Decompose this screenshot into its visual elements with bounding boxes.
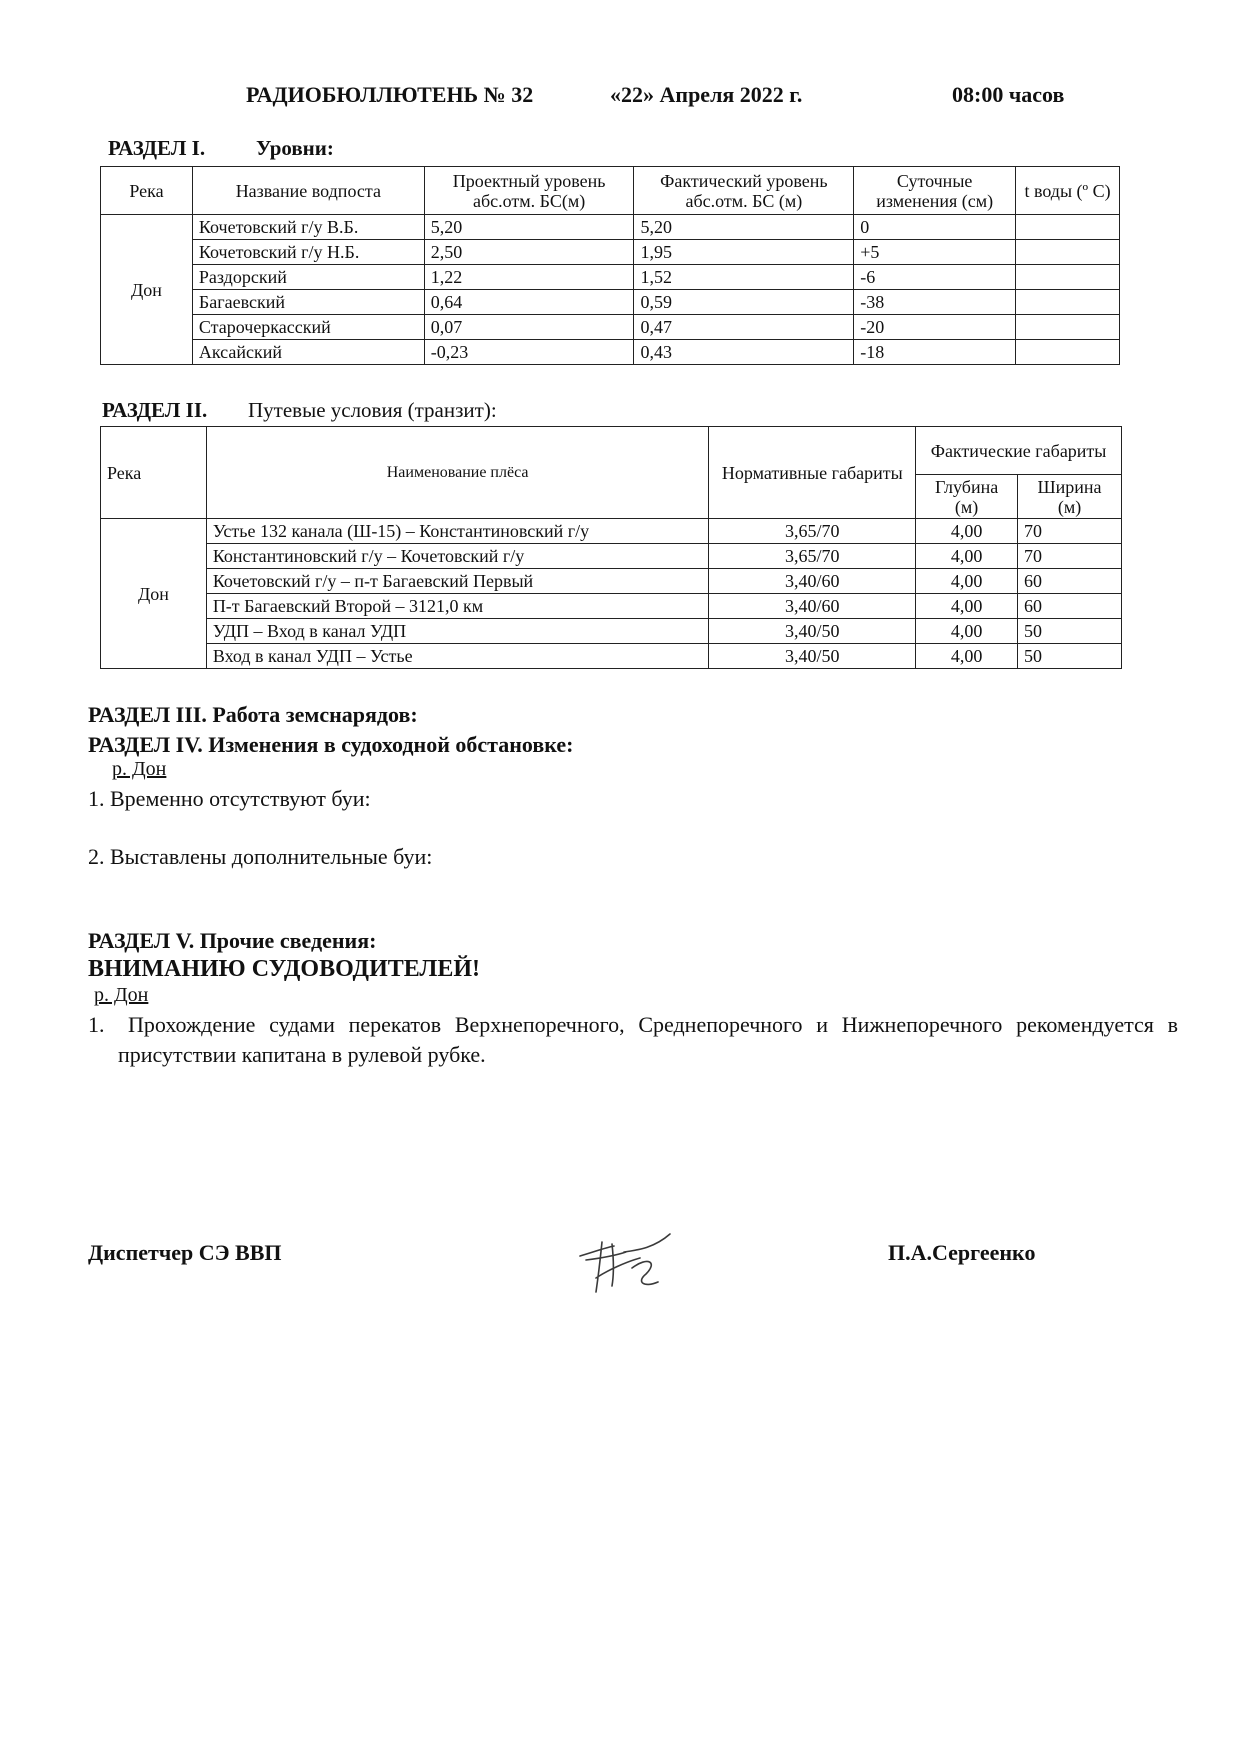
level-temp (1016, 290, 1120, 315)
level-design: 5,20 (424, 215, 634, 240)
section5-title: РАЗДЕЛ V. Прочие сведения: (88, 928, 377, 953)
transit-width: 70 (1018, 519, 1122, 544)
transit-header-width: Ширина (м) (1018, 475, 1122, 519)
transit-table (100, 426, 1122, 669)
transit-width: 50 (1018, 619, 1122, 644)
bulletin-time: 08:00 часов (952, 82, 1065, 107)
level-design: 0,64 (424, 290, 634, 315)
levels-header-row (101, 167, 1120, 215)
levels-header-design: Проектный уровень абс.отм. БС(м) (424, 167, 634, 215)
level-design: 2,50 (424, 240, 634, 265)
level-post: Аксайский (192, 340, 424, 365)
dispatcher-name: П.А.Сергеенко (888, 1240, 1036, 1265)
levels-river-cell: Дон (101, 215, 193, 365)
levels-table (100, 166, 1120, 365)
level-post: Багаевский (192, 290, 424, 315)
section5-item-number: 1. (88, 1012, 105, 1037)
levels-header-daily: Суточные изменения (см) (854, 167, 1016, 215)
section5-item-text: Прохождение судами перекатов Верхнепоречного, Среднепоречного и Нижнепоречного рекомендуется в присутствии капитана в рулевой рубке. (118, 1012, 1178, 1067)
table-row (101, 569, 1122, 594)
table-row (101, 340, 1120, 365)
transit-normative: 3,65/70 (709, 519, 916, 544)
transit-depth: 4,00 (916, 544, 1018, 569)
transit-stretch: П-т Багаевский Второй – 3121,0 км (206, 594, 709, 619)
section5-river: р. Дон (94, 984, 149, 1006)
level-actual: 1,52 (634, 265, 854, 290)
level-actual: 0,43 (634, 340, 854, 365)
section4-river: р. Дон (112, 758, 167, 780)
level-post: Раздорский (192, 265, 424, 290)
table-row (101, 644, 1122, 669)
transit-depth: 4,00 (916, 619, 1018, 644)
transit-stretch: Константиновский г/у – Кочетовский г/у (206, 544, 709, 569)
levels-header-temp: t воды (º С) (1016, 167, 1120, 215)
level-temp (1016, 215, 1120, 240)
transit-normative: 3,40/60 (709, 569, 916, 594)
transit-width: 50 (1018, 644, 1122, 669)
transit-width: 60 (1018, 594, 1122, 619)
levels-header-post: Название водпоста (192, 167, 424, 215)
dispatcher-position: Диспетчер СЭ ВВП (88, 1240, 282, 1265)
table-row (101, 265, 1120, 290)
table-row (101, 619, 1122, 644)
transit-normative: 3,40/50 (709, 644, 916, 669)
level-temp (1016, 240, 1120, 265)
table-row (101, 215, 1120, 240)
level-actual: 1,95 (634, 240, 854, 265)
bulletin-date: «22» Апреля 2022 г. (610, 82, 803, 107)
transit-header-row (101, 427, 1122, 475)
list-item: 1. Временно отсутствуют буи: (88, 786, 371, 811)
level-post: Кочетовский г/у Н.Б. (192, 240, 424, 265)
transit-depth: 4,00 (916, 569, 1018, 594)
table-row (101, 240, 1120, 265)
transit-stretch: Вход в канал УДП – Устье (206, 644, 709, 669)
level-temp (1016, 340, 1120, 365)
transit-stretch: УДП – Вход в канал УДП (206, 619, 709, 644)
transit-header-normative: Нормативные габариты (709, 427, 916, 519)
table-row (101, 544, 1122, 569)
level-post: Кочетовский г/у В.Б. (192, 215, 424, 240)
level-temp (1016, 315, 1120, 340)
transit-width: 60 (1018, 569, 1122, 594)
transit-depth: 4,00 (916, 594, 1018, 619)
level-actual: 5,20 (634, 215, 854, 240)
level-daily: 0 (854, 215, 1016, 240)
bulletin-title: РАДИОБЮЛЛЮТЕНЬ № 32 (246, 82, 534, 107)
list-item: 2. Выставлены дополнительные буи: (88, 844, 433, 869)
transit-header-river: Река (101, 427, 207, 519)
transit-width: 70 (1018, 544, 1122, 569)
attention-heading: ВНИМАНИЮ СУДОВОДИТЕЛЕЙ! (88, 956, 480, 982)
level-daily: -18 (854, 340, 1016, 365)
transit-normative: 3,40/50 (709, 619, 916, 644)
levels-header-actual: Фактический уровень абс.отм. БС (м) (634, 167, 854, 215)
section1-subtitle: Уровни: (256, 136, 334, 160)
transit-normative: 3,40/60 (709, 594, 916, 619)
level-design: 1,22 (424, 265, 634, 290)
transit-depth: 4,00 (916, 519, 1018, 544)
table-row (101, 315, 1120, 340)
transit-depth: 4,00 (916, 644, 1018, 669)
transit-header-actual: Фактические габариты (916, 427, 1122, 475)
level-design: 0,07 (424, 315, 634, 340)
section3-title: РАЗДЕЛ III. Работа земснарядов: (88, 702, 418, 727)
level-daily: -20 (854, 315, 1016, 340)
table-row (101, 594, 1122, 619)
section2-subtitle: Путевые условия (транзит): (248, 398, 497, 422)
transit-stretch: Кочетовский г/у – п-т Багаевский Первый (206, 569, 709, 594)
level-post: Старочеркасский (192, 315, 424, 340)
level-temp (1016, 265, 1120, 290)
transit-normative: 3,65/70 (709, 544, 916, 569)
transit-stretch: Устье 132 канала (Ш-15) – Константиновский г/у (206, 519, 709, 544)
level-actual: 0,59 (634, 290, 854, 315)
section2-title: РАЗДЕЛ II. (102, 398, 208, 422)
table-row (101, 519, 1122, 544)
level-daily: +5 (854, 240, 1016, 265)
transit-river-cell: Дон (101, 519, 207, 669)
transit-header-depth: Глубина (м) (916, 475, 1018, 519)
section1-title: РАЗДЕЛ I. (108, 136, 206, 160)
transit-header-stretch: Наименование плёса (206, 427, 709, 519)
level-design: -0,23 (424, 340, 634, 365)
level-actual: 0,47 (634, 315, 854, 340)
table-row (101, 290, 1120, 315)
signature (574, 1222, 684, 1302)
level-daily: -6 (854, 265, 1016, 290)
level-daily: -38 (854, 290, 1016, 315)
levels-header-river: Река (101, 167, 193, 215)
section4-title: РАЗДЕЛ IV. Изменения в судоходной обстановке: (88, 732, 574, 757)
